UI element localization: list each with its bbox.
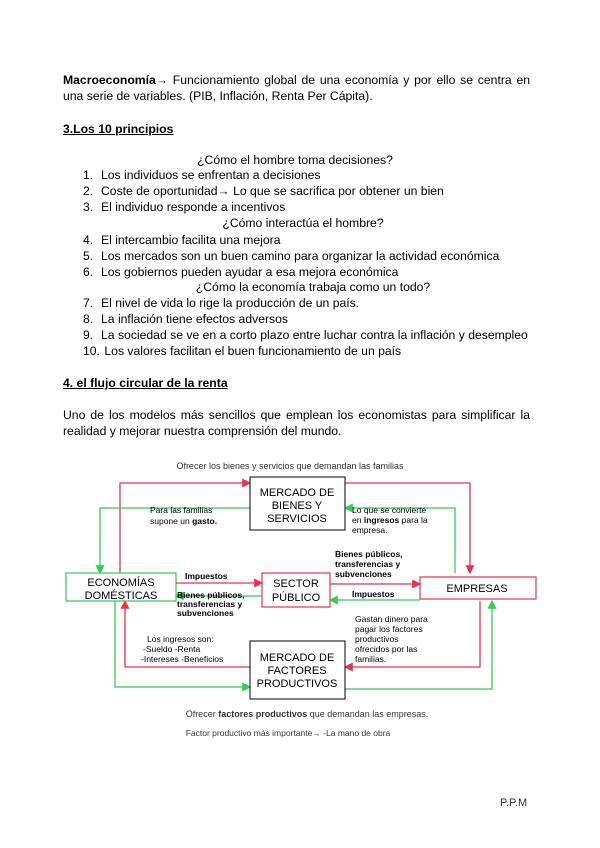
list-item: 3. El individuo responde a incentivos [83,200,286,214]
factor-market-label-1: MERCADO DE [259,652,335,664]
public-goods-left-2: transferencias y [177,599,243,609]
right-note-2: en ingresos para la [352,515,428,525]
list-item: 7. El nivel de vida lo rige la producción de un país. [83,296,360,310]
firms-label: EMPRESAS [446,583,508,595]
section-4-heading: 4. el flujo circular de la renta [63,376,228,390]
public-sector-label-2: PÚBLICO [271,592,321,604]
section-4-para-line-1: Uno de los modelos más sencillos que emplean los economistas para simplificar la [63,408,530,422]
intro-line-1-text: Funcionamiento global de una economía y por ello se centra en [167,73,530,87]
left-note-2: supone un gasto. [150,516,218,526]
intro-line-2: una serie de variables. (PIB, Inflación, Renta Per Cápita). [63,89,373,103]
top-caption: Ofrecer los bienes y servicios que demandan las familias [176,461,404,471]
public-goods-left-1: Bienes públicos, [177,590,245,600]
list-item: 8. La inflación tiene efectos adversos [83,312,288,326]
firms-pay-note-1: Gastan dinero para [355,614,428,624]
footer-initials: P.P.M [500,797,528,809]
right-note-3: empresa. [352,525,388,535]
intro-line-1 [63,72,530,88]
goods-market-label-2: BIENES Y [271,500,323,512]
list-item: 6. Los gobiernos pueden ayudar a esa mejora económica [83,265,399,279]
income-note-1: Los ingresos son: [147,634,214,644]
factor-market-label-2: FACTORES [267,665,327,677]
list-item: 9. La sociedad se ve en a corto plazo entre luchar contra la inflación y desempleo [83,328,528,342]
question-1: ¿Cómo el hombre toma decisiones? [197,153,393,167]
public-sector-label-1: SECTOR [273,578,319,590]
question-3: ¿Cómo la economía trabaja como un todo? [195,280,431,294]
question-2: ¿Cómo interactúa el hombre? [222,216,384,230]
bottom-caption: Ofrecer factores productivos que demandan las empresas. [185,709,429,719]
factor-market-label-3: PRODUCTIVOS [256,678,338,690]
intro-term: Macroeconomía [63,73,156,87]
list-item: 10. Los valores facilitan el buen funcionamiento de un país [83,344,402,358]
left-note-1: Para las familias [150,505,213,515]
public-goods-right-2: transferencias y [335,559,401,569]
taxes-label-left: Impuestos [185,571,228,581]
public-goods-right-1: Bienes públicos, [335,549,403,559]
flow-line-red-top-left [120,483,250,573]
goods-market-label-1: MERCADO DE [259,487,335,499]
public-goods-left-3: subvenciones [177,608,234,618]
list-item: 4. El intercambio facilita una mejora [83,233,281,247]
circular-flow-diagram [0,455,600,755]
arrow-glyph: → [155,73,168,87]
goods-market-label-3: SERVICIOS [267,513,327,525]
section-3-heading: 3.Los 10 principios [63,122,174,136]
taxes-label-right: Impuestos [352,589,395,599]
firms-pay-note-5: familias. [355,654,387,664]
list-item: 2. Coste de oportunidad→ Lo que se sacrifica por obtener un bien [83,184,444,198]
firms-pay-note-2: pagar los factores [355,624,423,634]
public-goods-right-3: subvenciones [335,569,392,579]
right-note-1: Lo que se convierte [352,505,427,515]
list-item: 5. Los mercados son un buen camino para organizar la actividad económica [83,249,500,263]
households-label-2: DOMÉSTICAS [84,590,158,602]
firms-pay-note-3: productivos [355,634,399,644]
firms-pay-note-4: ofrecidos por las [355,644,418,654]
income-note-2: -Sueldo -Renta [143,644,201,654]
section-4-para-line-2: realidad y mejorar nuestra comprensión del mundo. [63,424,342,438]
households-label-1: ECONOMÍAS [87,577,155,589]
income-note-3: -Intereses -Beneficios [141,654,224,664]
list-item: 1. Los individuos se enfrentan a decisiones [83,168,321,182]
bottom-note: Factor productivo más importante→ -La mano de obra [185,728,391,738]
